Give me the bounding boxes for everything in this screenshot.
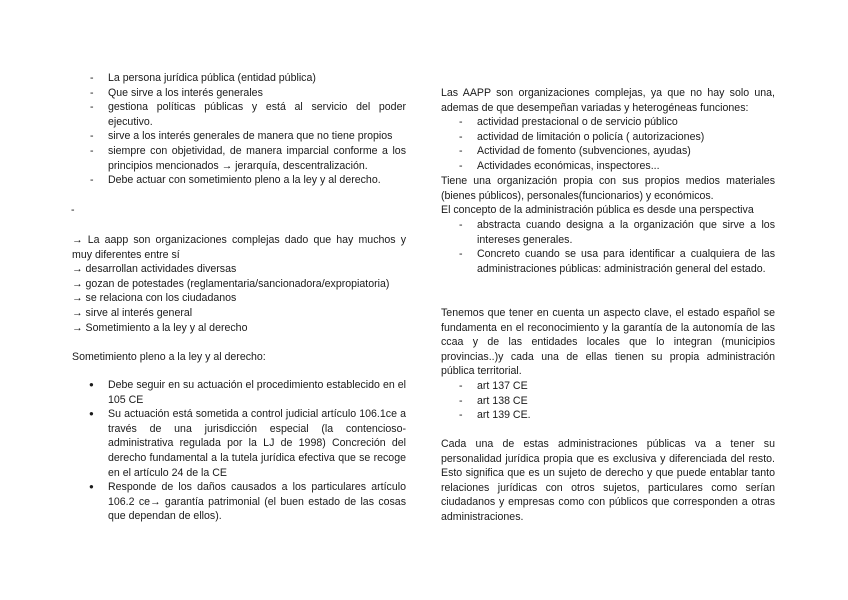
list-item: - gestiona políticas públicas y está al servicio del poder ejecutivo. bbox=[108, 100, 406, 129]
list-item: - art 139 CE. bbox=[477, 408, 775, 423]
arrow-line: → Sometimiento a la ley y al derecho bbox=[72, 321, 248, 334]
list-item: - siempre con objetividad, de manera imparcial conforme a los principios mencionados → jerarquía, descentralización. bbox=[108, 144, 406, 173]
intro-paragraph: Las AAPP son organizaciones complejas, ya que no hay solo una, ademas de que desempeñan variadas y heterogéneas funciones: bbox=[441, 87, 775, 114]
sometimiento-list bbox=[108, 378, 406, 524]
sometimiento-heading: Sometimiento pleno a la ley y al derecho: bbox=[72, 351, 266, 363]
arrow-lines bbox=[72, 233, 406, 335]
perspectivas-list bbox=[477, 218, 775, 276]
concepto-paragraph: El concepto de la administración pública es desde una perspectiva bbox=[441, 204, 754, 216]
list-item: ● Su actuación está sometida a control judicial artículo 106.1ce a través de una jurisdicción especial (la contencioso-administrativa regulada por la LJ de 1998) Concreción del derecho fundamental a la tutela jurídica efectiva que se recoge en el artículo 24 de la CE bbox=[108, 407, 406, 480]
list-item: - abstracta cuando designa a la organización que sirve a los intereses generales. bbox=[477, 218, 775, 247]
autonomia-paragraph: Tenemos que tener en cuenta un aspecto clave, el estado español se fundamenta en el reconocimiento y la garantía de la autonomía de las ccaa y de las entidades locales que lo integran (municipios provincias..)y cada una de ellas tienen su propia administración pública territorial. bbox=[441, 307, 775, 378]
organizacion-paragraph: Tiene una organización propia con sus propios medios materiales (bienes públicos), personales(funcionarios) y económicos. bbox=[441, 175, 775, 202]
list-item: - art 137 CE bbox=[477, 379, 775, 394]
list-item: - Concreto cuando se usa para identificar a cualquiera de las administraciones públicas: administración general del estado. bbox=[477, 247, 775, 276]
list-item: - Que sirve a los interés generales bbox=[108, 86, 406, 101]
lone-dash: - bbox=[71, 204, 75, 216]
personalidad-paragraph: Cada una de estas administraciones públicas va a tener su personalidad jurídica propia que es exclusiva y diferenciada del resto. Esto significa que es un sujeto de derecho y que puede entablar tanto relaciones jurídicas con otros sujetos, particulares como serían ciudadanos y empresas como con públicos que corresponden a otras administraciones. bbox=[441, 438, 775, 523]
list-item: - Actividad de fomento (subvenciones, ayudas) bbox=[477, 144, 775, 159]
persona-juridica-list bbox=[108, 71, 406, 188]
arrow-line: → gozan de potestades (reglamentaria/sancionadora/expropiatoria) bbox=[72, 277, 390, 290]
list-item: - sirve a los interés generales de manera que no tiene propios bbox=[108, 129, 406, 144]
articulos-list bbox=[477, 379, 775, 423]
arrow-line: → desarrollan actividades diversas bbox=[72, 263, 237, 276]
funciones-list bbox=[477, 115, 775, 173]
list-item: - art 138 CE bbox=[477, 394, 775, 409]
list-item: - La persona jurídica pública (entidad pública) bbox=[108, 71, 406, 86]
list-item: - Debe actuar con sometimiento pleno a la ley y al derecho. bbox=[108, 173, 406, 188]
list-item: - Actividades económicas, inspectores... bbox=[477, 159, 775, 174]
arrow-line: → se relaciona con los ciudadanos bbox=[72, 292, 237, 305]
arrow-line: → sirve al interés general bbox=[72, 306, 193, 319]
list-item: ● Debe seguir en su actuación el procedimiento establecido en el 105 CE bbox=[108, 378, 406, 407]
list-item: ● Responde de los daños causados a los particulares artículo 106.2 ce→ garantía patrimonial (el buen estado de las cosas que dependan de ellos). bbox=[108, 480, 406, 524]
arrow-line: → La aapp son organizaciones complejas dado que hay muchos y muy diferentes entre sí bbox=[72, 234, 406, 261]
list-item: - actividad prestacional o de servicio público bbox=[477, 115, 775, 130]
list-item: - actividad de limitación o policía ( autorizaciones) bbox=[477, 130, 775, 145]
